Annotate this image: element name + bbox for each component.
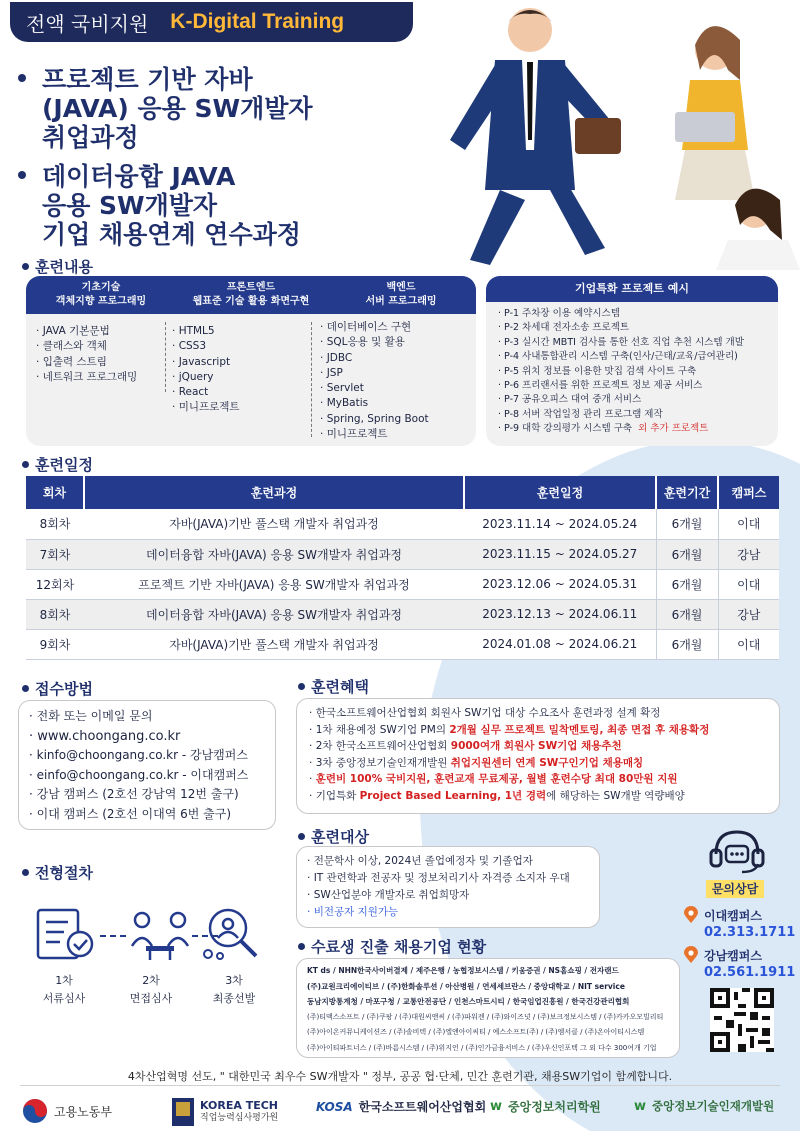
col-header: 훈련일정 bbox=[464, 476, 656, 509]
ksqr-emblem-icon bbox=[172, 1098, 194, 1126]
apply-box bbox=[18, 700, 276, 830]
choongang-mark-icon: ᴡ bbox=[490, 1099, 503, 1114]
step-arrow bbox=[100, 935, 126, 937]
curriculum-col-1-list bbox=[36, 324, 137, 385]
title-line: 데이터융합 JAVA bbox=[42, 162, 236, 191]
title-line: 프로젝트 기반 자바 bbox=[42, 65, 253, 94]
list-item: · Spring, Spring Boot bbox=[320, 412, 429, 427]
website-link[interactable]: · www.choongang.co.kr bbox=[29, 727, 275, 747]
table-row: 9회차 자바(JAVA)기반 풀스택 개발자 취업과정 2024.01.08 ~ 2024.06.21 6개월 이대 bbox=[26, 629, 779, 659]
benefits-heading: 훈련혜택 bbox=[298, 676, 369, 697]
company-line: (주)아이티파트너스 / (주)바름시스템 / (주)위지언 / (주)인가금융서비스 / (주)우신인포텍 그 외 다수 300여개 기업 bbox=[307, 1043, 657, 1052]
company-line: (주)티맥스소프트 / (주)쿠팡 / (주)대원씨앤씨 / (주)파워젠 / (주)와이즈넛 / (주)보크정보시스템 / (주)카카오모빌리티 bbox=[307, 1012, 664, 1021]
curriculum-col-3-head: 백엔드 서버 프로그래밍 bbox=[365, 282, 437, 307]
company-line: (주)아이온커뮤니케이션즈 / (주)솔비텍 / (주)엘앤아이씨티 / 예스소프트(주) / (주)엠서클 / (주)온아이티시스템 bbox=[307, 1028, 645, 1037]
curriculum-col-2-list bbox=[172, 324, 240, 416]
program-name: K-Digital Training bbox=[170, 10, 345, 33]
list-item: · jQuery bbox=[172, 370, 240, 385]
title-line: (JAVA) 응용 SW개발자 bbox=[42, 94, 313, 123]
col-header: 훈련과정 bbox=[84, 476, 464, 509]
final-selection-icon bbox=[200, 904, 264, 960]
list-item: · HTML5 bbox=[172, 324, 240, 339]
title-line: 기업 채용연계 연수과정 bbox=[42, 220, 301, 249]
list-item: · P-6 프리랜서를 위한 프로젝트 정보 제공 서비스 bbox=[498, 379, 744, 393]
interview-icon bbox=[128, 906, 192, 962]
table-row: 8회차 자바(JAVA)기반 풀스택 개발자 취업과정 2023.11.14 ~ 2024.05.24 6개월 이대 bbox=[26, 509, 779, 539]
companies-heading: 수료생 진출 채용기업 현황 bbox=[298, 936, 486, 957]
step-2: 2차 면접심사 bbox=[129, 974, 173, 1005]
list-item: · React bbox=[172, 385, 240, 400]
list-item: · CSS3 bbox=[172, 339, 240, 354]
company-line: KT ds / NHN한국사이버결제 / 제주은행 / 농협정보시스템 / 키움증권 / NS홈쇼핑 / 전자랜드 bbox=[307, 966, 619, 975]
choongang-mark-icon: ᴡ bbox=[634, 1098, 647, 1114]
list-item: · P-3 실시간 MBTI 검사를 통한 선호 직업 추천 시스템 개발 bbox=[498, 336, 744, 350]
list-item: · 클래스와 객체 bbox=[36, 339, 137, 354]
document-review-icon bbox=[34, 906, 98, 962]
projects-title: 기업특화 프로젝트 예시 bbox=[486, 276, 778, 302]
schedule-heading: 훈련일정 bbox=[22, 454, 93, 475]
list-item: · IT 관련학과 전공자 및 정보처리기사 자격증 소지자 우대 bbox=[307, 870, 599, 887]
curriculum-col-1-head: 기초기술 객체지향 프로그래밍 bbox=[55, 282, 147, 307]
divider bbox=[311, 322, 312, 437]
contact-title: 문의상담 bbox=[706, 880, 764, 898]
table-row: 7회차 데이터융합 자바(JAVA) 응용 SW개발자 취업과정 2023.11.15 ~ 2024.05.27 6개월 강남 bbox=[26, 539, 779, 569]
list-item: · 네트워크 프로그래밍 bbox=[36, 370, 137, 385]
list-item: · 데이터베이스 구현 bbox=[320, 320, 429, 335]
course-title-2 bbox=[42, 162, 301, 249]
divider bbox=[20, 1085, 780, 1086]
qr-code[interactable] bbox=[710, 988, 774, 1052]
list-item: · 3차 중앙정보기술인재개발원 취업지원센터 연계 SW구인기업 채용매칭 bbox=[309, 755, 779, 772]
list-item: · JSP bbox=[320, 366, 429, 381]
list-item: · 1차 채용예정 SW기업 PM의 2개월 실무 프로젝트 밀착멘토링, 최종 면접 후 채용확정 bbox=[309, 722, 779, 739]
list-item: · P-4 사내통합관리 시스템 구축(인사/근태/교육/급여관리) bbox=[498, 350, 744, 364]
list-item: · P-1 주차장 이용 예약시스템 bbox=[498, 307, 744, 321]
list-item: · P-5 위치 정보를 이용한 맛집 검색 사이트 구축 bbox=[498, 365, 744, 379]
list-item: · 훈련비 100% 국비지원, 훈련교재 무료제공, 월별 훈련수당 최대 80만원 지원 bbox=[309, 771, 779, 788]
business-people-illustration bbox=[410, 0, 800, 270]
logo-choongang-academy: ᴡ 중앙정보처리학원 bbox=[490, 1099, 601, 1114]
curriculum-col-2-head: 프론트엔드 웹표준 기술 활용 화면구현 bbox=[192, 282, 310, 307]
table-row: 12회차 프로젝트 기반 자바(JAVA) 응용 SW개발자 취업과정 2023.12.06 ~ 2024.05.31 6개월 이대 bbox=[26, 569, 779, 599]
taegeuk-icon bbox=[22, 1098, 48, 1124]
logo-choongang-institute: ᴡ 중앙정보기술인재개발원 bbox=[634, 1098, 775, 1114]
top-badge bbox=[10, 2, 413, 42]
funding-label: 전액 국비지원 bbox=[26, 11, 149, 36]
list-item: · P-8 서버 작업일정 관리 프로그램 제작 bbox=[498, 408, 744, 422]
step-3: 3차 최종선발 bbox=[212, 974, 256, 1005]
col-header: 캠퍼스 bbox=[718, 476, 779, 509]
benefits-box bbox=[296, 698, 780, 814]
list-item: · Javascript bbox=[172, 355, 240, 370]
list-item: · MyBatis bbox=[320, 396, 429, 411]
headset-icon bbox=[706, 826, 768, 876]
list-item: · 강남 캠퍼스 (2호선 강남역 12번 출구) bbox=[29, 785, 275, 805]
list-item: · JDBC bbox=[320, 351, 429, 366]
list-item: · 2차 한국소프트웨어산업협회 9000여개 회원사 SW기업 채용추천 bbox=[309, 738, 779, 755]
list-item: · P-7 공유오피스 대여 중개 서비스 bbox=[498, 393, 744, 407]
list-item: · 입출력 스트림 bbox=[36, 355, 137, 370]
logo-kosa: KOSA 한국소프트웨어산업협회 bbox=[316, 1099, 487, 1114]
list-item: · Servlet bbox=[320, 381, 429, 396]
curriculum-heading: 훈련내용 bbox=[22, 256, 93, 277]
curriculum-col-3-list bbox=[320, 320, 429, 442]
phone-number[interactable]: 02.313.1711 bbox=[704, 925, 796, 940]
col-header: 훈련기간 bbox=[656, 476, 718, 509]
list-item: · 한국소프트웨어산업협회 회원사 SW기업 대상 수요조사 훈련과정 설계 확정 bbox=[309, 705, 779, 722]
companies-box bbox=[296, 958, 680, 1058]
campus-name: 이대캠퍼스 bbox=[704, 909, 762, 923]
list-item: · 미니프로젝트 bbox=[320, 427, 429, 442]
divider bbox=[165, 322, 166, 392]
title-line: 취업과정 bbox=[42, 123, 139, 152]
list-item: · SW산업분야 개발자로 취업희망자 bbox=[307, 887, 599, 904]
location-pin-icon bbox=[684, 946, 698, 964]
company-line: 동남지방통계청 / 마포구청 / 교통안전공단 / 인천스마트시티 / 한국임업진흥원 / 한국건강관리협회 bbox=[307, 997, 630, 1007]
list-item: · 전문학사 이상, 2024년 졸업예정자 및 기졸업자 bbox=[307, 853, 599, 870]
col-header: 회차 bbox=[26, 476, 84, 509]
campus-name: 강남캠퍼스 bbox=[704, 949, 762, 963]
target-box bbox=[296, 846, 600, 928]
list-item: · 미니프로젝트 bbox=[172, 400, 240, 415]
target-heading: 훈련대상 bbox=[298, 826, 369, 847]
process-heading: 전형절차 bbox=[22, 862, 93, 883]
table-row: 8회차 데이터융합 자바(JAVA) 응용 SW개발자 취업과정 2023.12.13 ~ 2024.06.11 6개월 강남 bbox=[26, 599, 779, 629]
list-item: · 전화 또는 이메일 문의 bbox=[29, 707, 275, 727]
extra-projects: 외 추가 프로젝트 bbox=[638, 423, 709, 435]
step-1: 1차 서류심사 bbox=[42, 974, 86, 1005]
location-pin-icon bbox=[684, 906, 698, 924]
logo-moel: 고용노동부 bbox=[22, 1098, 112, 1124]
email-link[interactable]: · kinfo@choongang.co.kr - 강남캠퍼스 bbox=[29, 746, 275, 766]
list-item: · 기업특화 Project Based Learning, 1년 경력에 해당하는 SW개발 역량배양 bbox=[309, 788, 779, 805]
company-line: (주)교원크리에이티브 / (주)한화솔루션 / 아산병원 / 연세세브란스 / 중앙대학교 / NIT service bbox=[307, 981, 625, 991]
phone-number[interactable]: 02.561.1911 bbox=[704, 965, 796, 980]
list-item: · P-9 대학 강의평가 시스템 구축 외 추가 프로젝트 bbox=[498, 422, 744, 436]
list-item: · JAVA 기본문법 bbox=[36, 324, 137, 339]
title-line: 응용 SW개발자 bbox=[42, 191, 218, 220]
footer-note: 4차산업혁명 선도, " 대한민국 최우수 SW개발자 " 정부, 공공 협·단체, 민간 훈련기관, 채용SW기업이 함께합니다. bbox=[127, 1070, 673, 1083]
projects-list bbox=[498, 307, 744, 437]
email-link[interactable]: · einfo@choongang.co.kr - 이대캠퍼스 bbox=[29, 766, 275, 786]
list-item: · P-2 차세대 전자소송 프로젝트 bbox=[498, 321, 744, 335]
list-item: · SQL응용 및 활용 bbox=[320, 335, 429, 350]
logo-koreatech: KOREA TECH 직업능력심사평가원 bbox=[172, 1098, 278, 1126]
course-title-1 bbox=[42, 65, 313, 152]
schedule-table bbox=[26, 476, 779, 660]
apply-heading: 접수방법 bbox=[22, 678, 93, 699]
list-item: · 비전공자 지원가능 bbox=[307, 904, 599, 921]
list-item: · 이대 캠퍼스 (2호선 이대역 6번 출구) bbox=[29, 805, 275, 825]
